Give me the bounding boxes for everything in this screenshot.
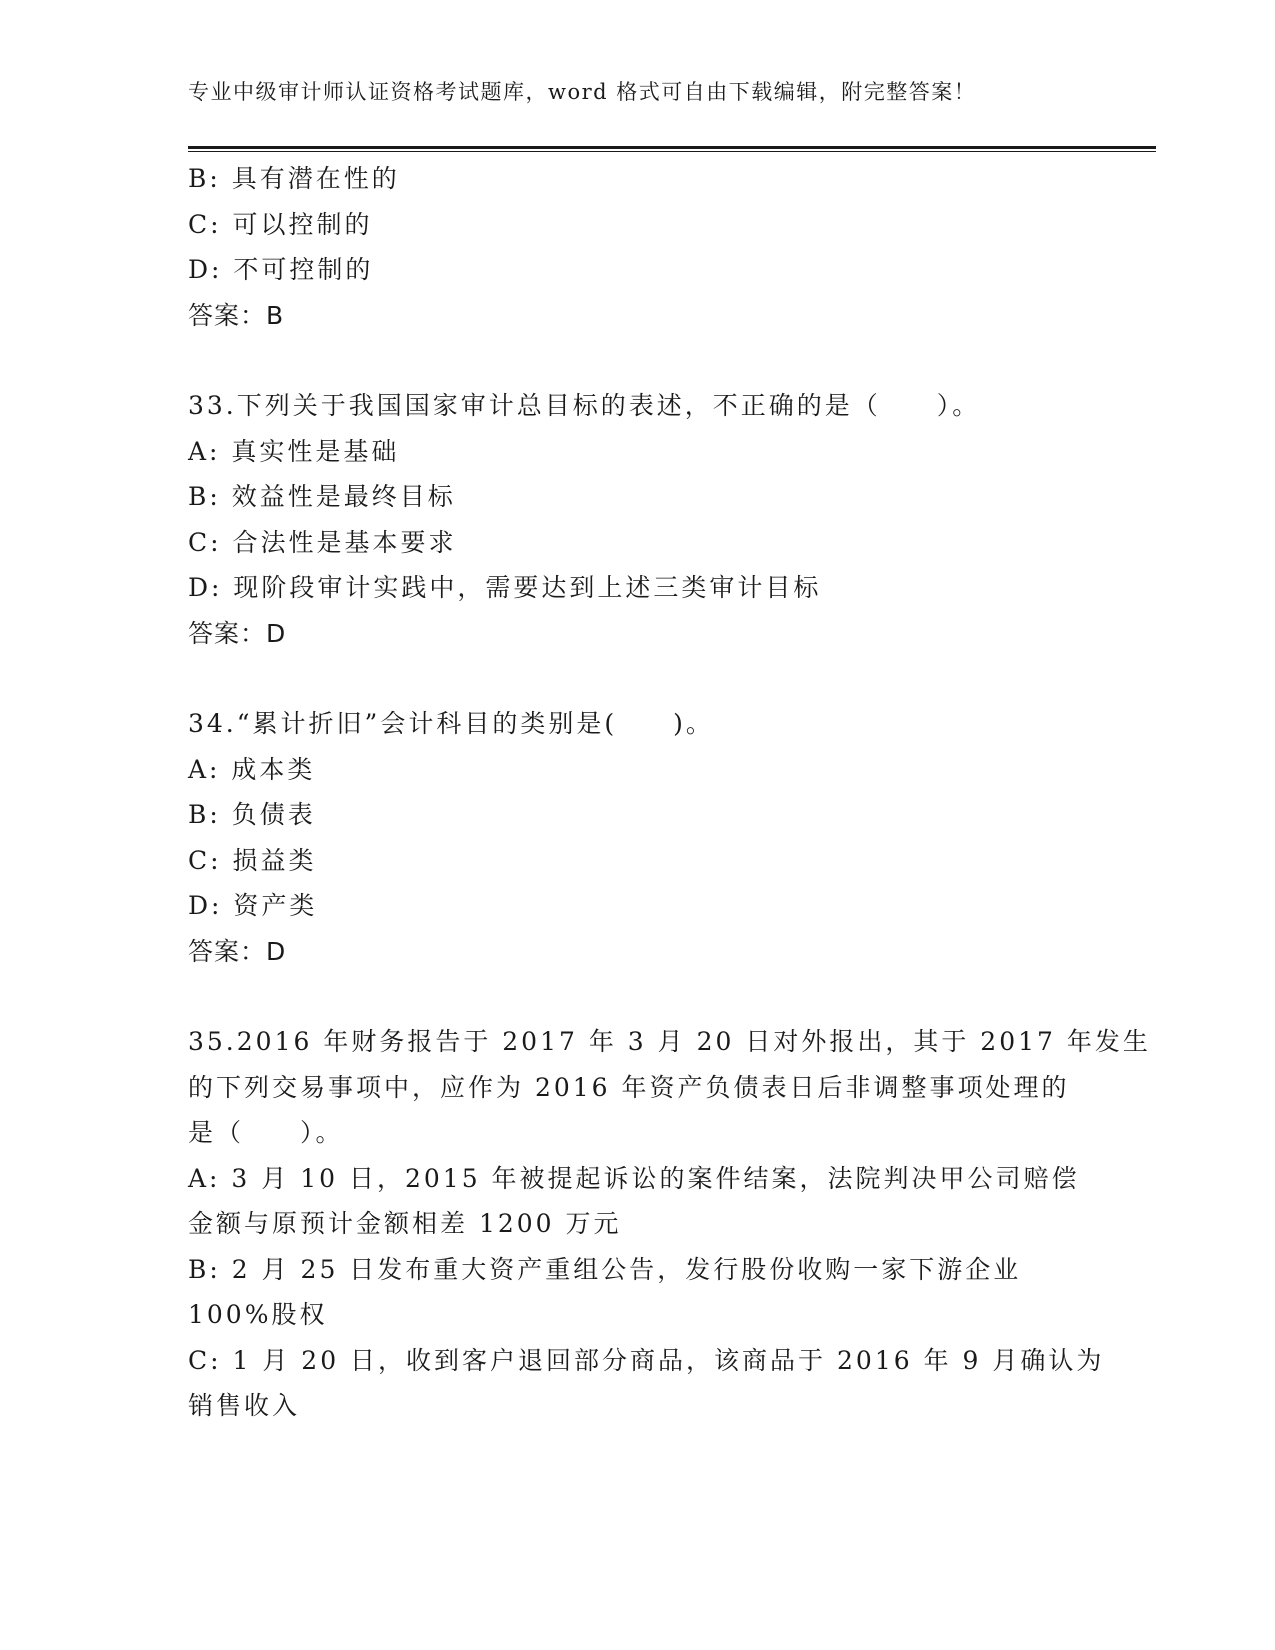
page-header: 专业中级审计师认证资格考试题库，word 格式可自由下载编辑，附完整答案！: [188, 80, 977, 104]
question-34: [188, 701, 1088, 974]
option-c: C: 可以控制的: [188, 209, 373, 239]
header-rule-thick: [188, 146, 1156, 149]
option-c: C: 1 月 20 日，收到客户退回部分商品，该商品于 2016 年 9 月确认为: [188, 1345, 1105, 1375]
option-a-continued: 金额与原预计金额相差 1200 万元: [188, 1209, 622, 1238]
option-b: B: 具有潜在性的: [188, 164, 400, 193]
option-b-continued: 100%股权: [188, 1300, 328, 1329]
question-text-line: 是（ ）。: [188, 1118, 344, 1147]
question-33: [188, 383, 1088, 656]
question-text: 33.下列关于我国国家审计总目标的表述，不正确的是（ ）。: [188, 391, 981, 420]
option-b: B: 负债表: [188, 800, 316, 829]
question-35: [188, 1019, 1151, 1429]
answer: 答案：D: [188, 618, 287, 648]
option-a: A: 3 月 10 日，2015 年被提起诉讼的案件结案，法院判决甲公司赔偿: [188, 1163, 1080, 1193]
question-content: [188, 156, 1151, 1429]
header-rule: [188, 146, 1156, 152]
option-d: D: 现阶段审计实践中，需要达到上述三类审计目标: [188, 573, 822, 602]
answer: 答案：D: [188, 936, 287, 966]
header-rule-thin: [188, 151, 1156, 152]
question-32: [188, 156, 1088, 338]
option-c: C: 损益类: [188, 845, 317, 875]
option-d: D: 资产类: [188, 891, 318, 920]
question-text-line: 35.2016 年财务报告于 2017 年 3 月 20 日对外报出，其于 2017 年发生: [188, 1027, 1151, 1056]
option-a: A: 成本类: [188, 754, 316, 784]
option-d: D: 不可控制的: [188, 255, 374, 284]
question-text: 34.“累计折旧”会计科目的类别是( )。: [188, 709, 714, 738]
option-c-continued: 销售收入: [188, 1391, 301, 1420]
option-b: B: 2 月 25 日发布重大资产重组公告，发行股份收购一家下游企业: [188, 1254, 1022, 1284]
question-text-line: 的下列交易事项中，应作为 2016 年资产负债表日后非调整事项处理的: [188, 1072, 1070, 1102]
option-a: A: 真实性是基础: [188, 436, 400, 466]
answer: 答案：B: [188, 300, 285, 330]
option-c: C: 合法性是基本要求: [188, 527, 457, 557]
option-b: B: 效益性是最终目标: [188, 482, 456, 511]
